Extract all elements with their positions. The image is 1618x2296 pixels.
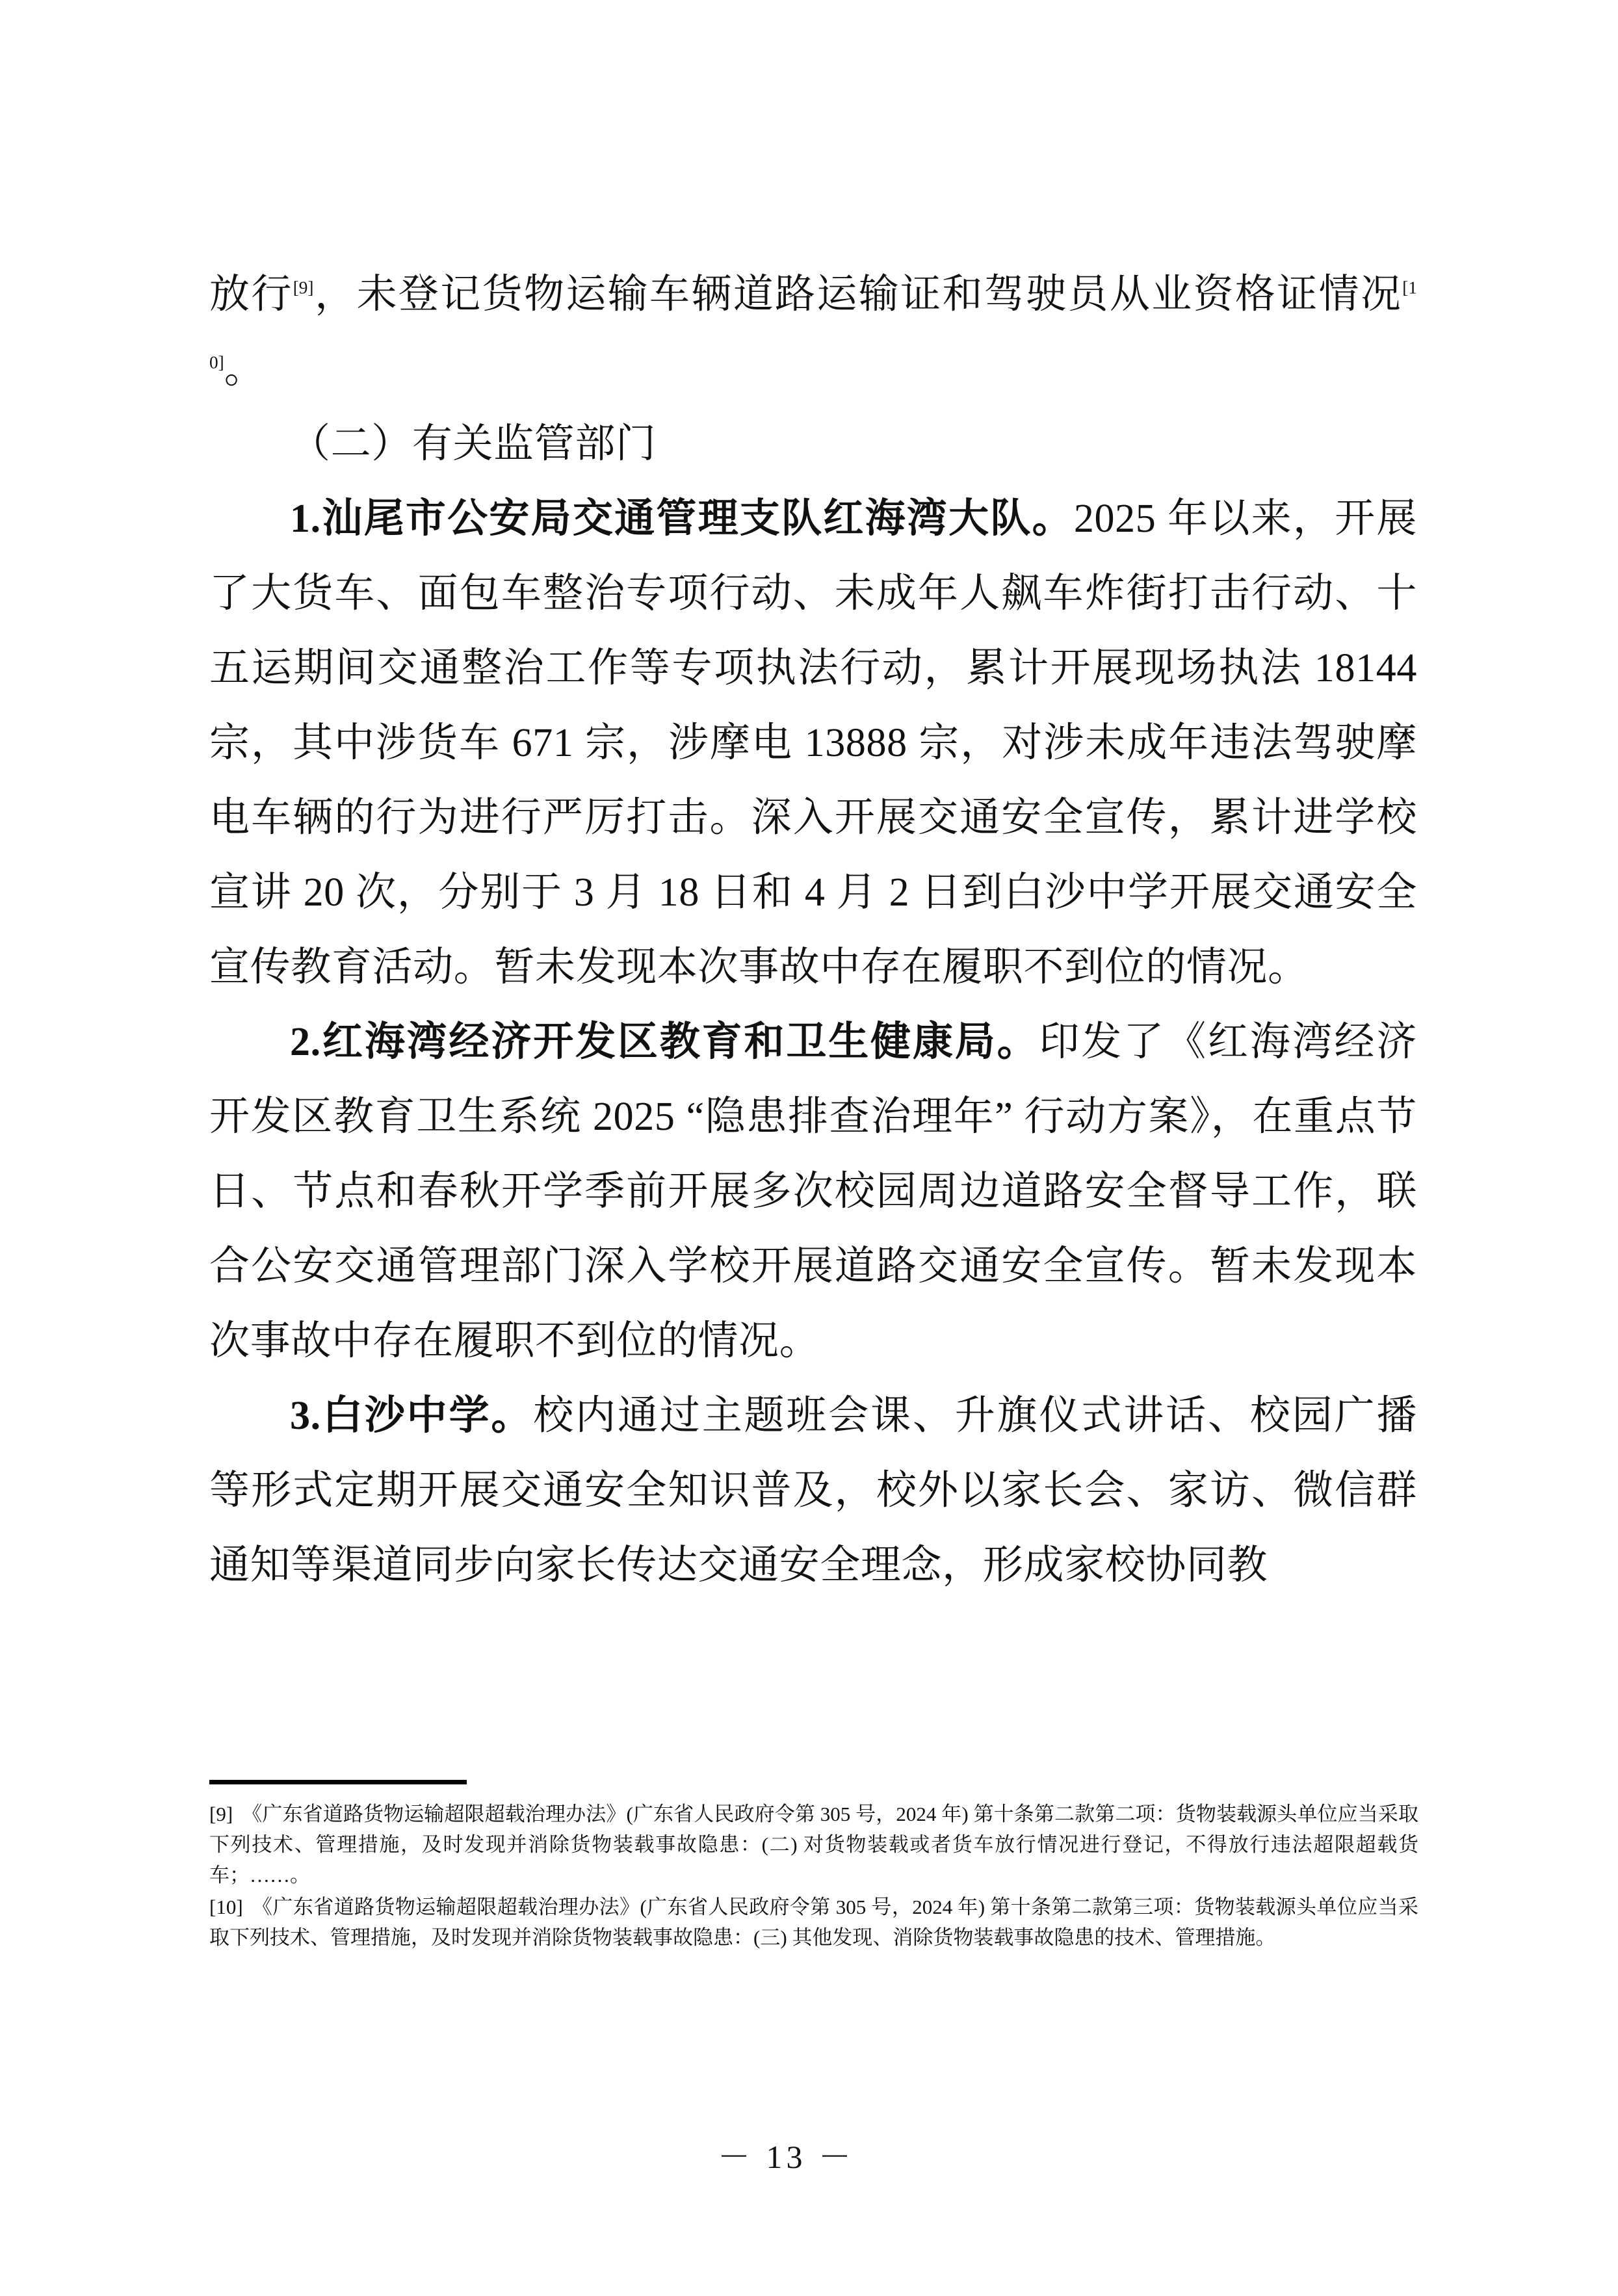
item-1-traffic-police bbox=[209, 482, 1417, 1005]
footnote-marker: [9] bbox=[209, 1803, 233, 1825]
text-run: 印发了《红海湾经济开发区教育卫生系统 2025 “隐患排查治理年” 行动方案》，在重点节日、节点和春秋开学季前开展多次校园周边道路安全督导工作，联合公安交通管理部门深入学校开展道路交通安全宣传。暂未发现本次事故中存在履职不到位的情况。 bbox=[209, 1020, 1417, 1363]
footnote-area bbox=[209, 1780, 1418, 1953]
footnote-reference-10: [10] bbox=[209, 278, 1417, 372]
section-heading-2 bbox=[209, 407, 1417, 482]
text-run: 。 bbox=[224, 347, 265, 391]
page-number: － 13 － bbox=[718, 2139, 855, 2175]
text-run: （二）有关监管部门 bbox=[290, 422, 657, 466]
text-run: 2025 年以来，开展了大货车、面包车整治专项行动、未成年人飙车炸街打击行动、十五运期间交通整治工作等专项执法行动，累计开展现场执法 18144 宗，其中涉货车 671 宗，涉摩电 13888 宗，对涉未成年违法驾驶摩电车辆的行为进行严厉打击。深入开展交通安全宣传，累计进学校宣讲 20 次，分别于 3 月 18 日和 4 月 2 日到白沙中学开展交通安全宣传教育活动。暂未发现本次事故中存在履职不到位的情况。 bbox=[209, 497, 1417, 989]
text-run: ，未登记货物运输车辆道路运输证和驾驶员从业资格证情况 bbox=[313, 272, 1403, 317]
bold-lead-in: 3.白沙中学。 bbox=[290, 1394, 534, 1438]
body-text-column bbox=[209, 257, 1417, 1603]
footnote-separator-rule bbox=[209, 1780, 467, 1784]
bold-lead-in: 2.红海湾经济开发区教育和卫生健康局。 bbox=[290, 1020, 1039, 1064]
text-run: 校内通过主题班会课、升旗仪式讲话、校园广播等形式定期开展交通安全知识普及，校外以家长会、家访、微信群通知等渠道同步向家长传达交通安全理念，形成家校协同教 bbox=[209, 1394, 1417, 1587]
footnote-reference-9: [9] bbox=[293, 278, 314, 298]
text-run: 放行 bbox=[209, 272, 293, 317]
footnote-text: 《广东省道路货物运输超限超载治理办法》(广东省人民政府令第 305 号，2024 年) 第十条第二款第二项：货物装载源头单位应当采取下列技术、管理措施，及时发现并消除货物装载事故隐患：(二) 对货物装载或者货车放行情况进行登记，不得放行违法超限超载货车；……。 bbox=[209, 1803, 1418, 1886]
item-2-education-health-bureau bbox=[209, 1005, 1417, 1379]
continuation-paragraph bbox=[209, 257, 1417, 407]
footnote-container bbox=[209, 1799, 1418, 1953]
paragraph-container bbox=[209, 257, 1417, 1603]
footnote-9 bbox=[209, 1799, 1418, 1890]
footnote-10 bbox=[209, 1892, 1418, 1953]
bold-lead-in: 1.汕尾市公安局交通管理支队红海湾大队。 bbox=[290, 497, 1074, 541]
footnote-marker: [10] bbox=[209, 1896, 243, 1918]
item-3-baisha-middle-school bbox=[209, 1379, 1417, 1603]
footnote-text: 《广东省道路货物运输超限超载治理办法》(广东省人民政府令第 305 号，2024 年) 第十条第二款第三项：货物装载源头单位应当采取下列技术、管理措施，及时发现并消除货物装载事故隐患：(三) 其他发现、消除货物装载事故隐患的技术、管理措施。 bbox=[209, 1896, 1418, 1949]
